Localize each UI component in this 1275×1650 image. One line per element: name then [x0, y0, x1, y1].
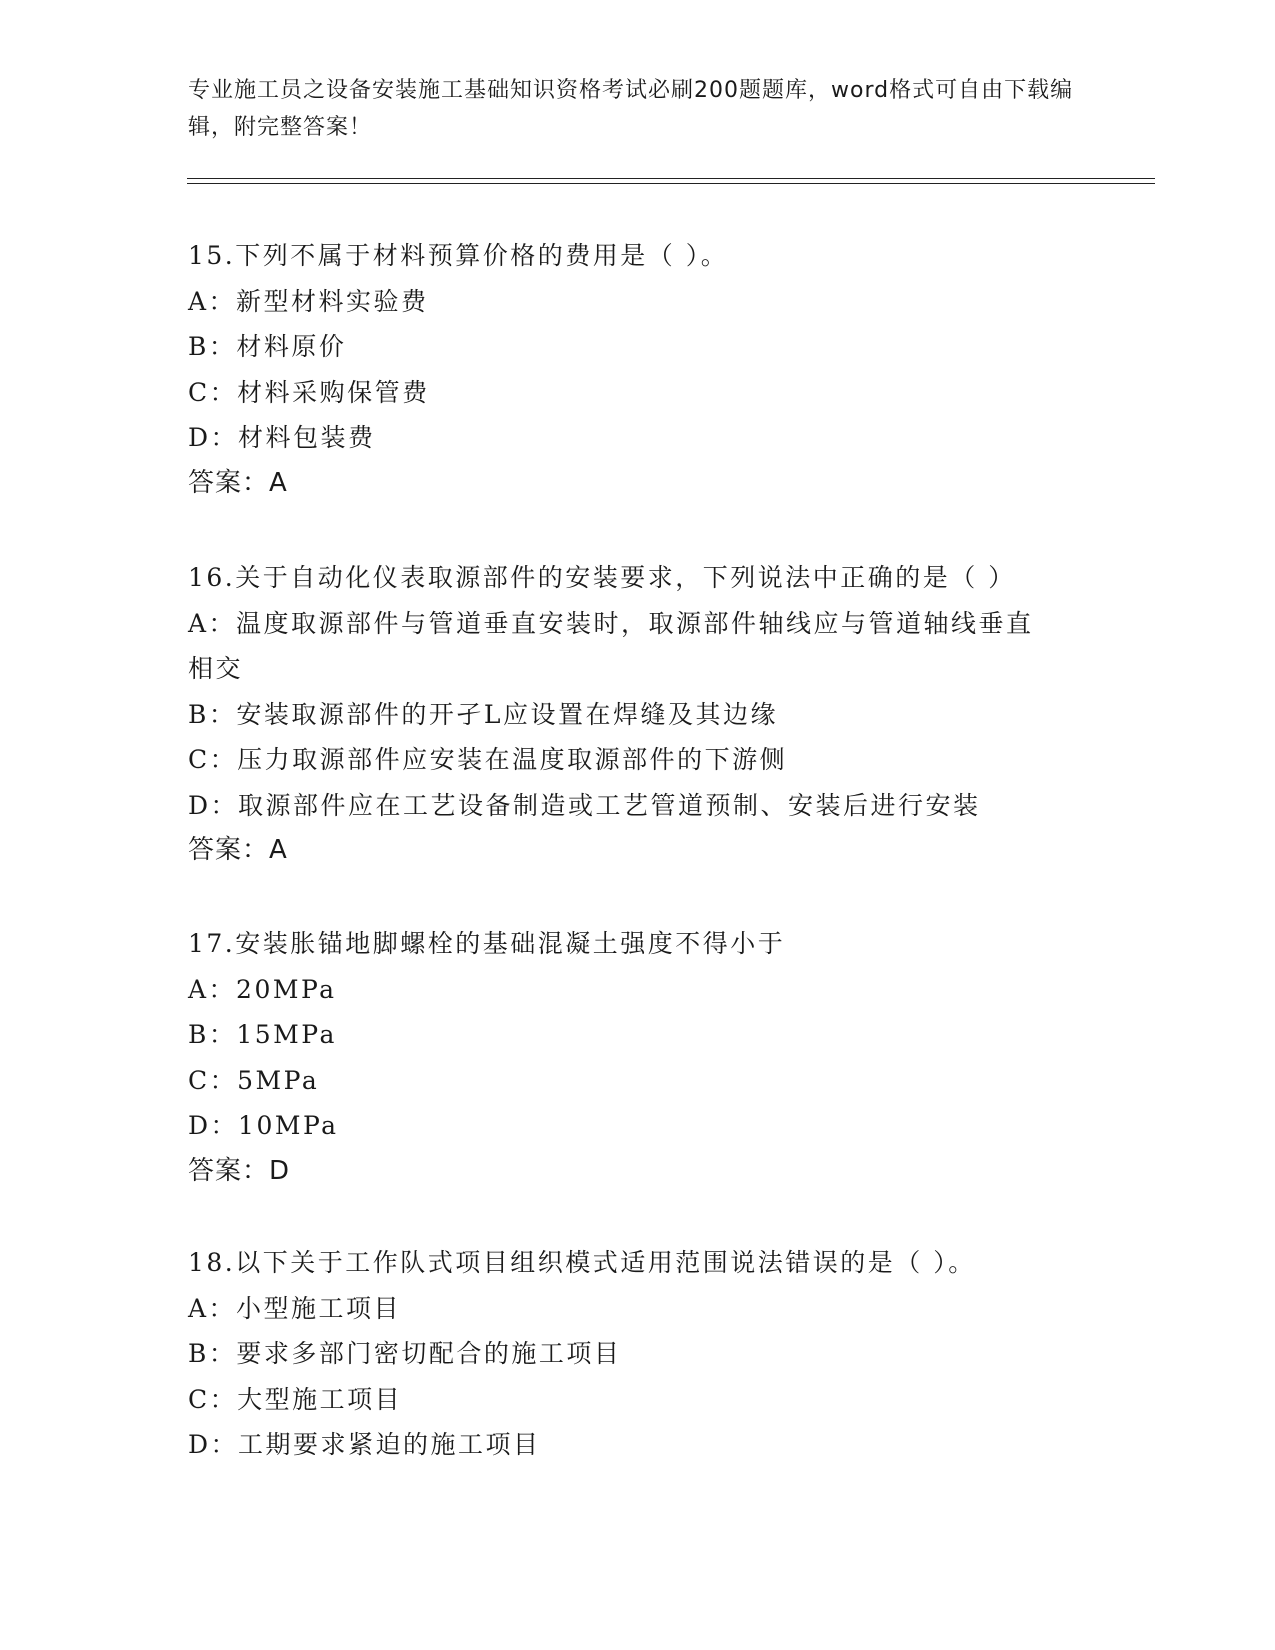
option-c: C：压力取源部件应安装在温度取源部件的下游侧 [188, 745, 788, 774]
option-d: D：工期要求紧迫的施工项目 [188, 1430, 541, 1459]
option-d: D：材料包装费 [188, 423, 376, 452]
question-stem: 18.以下关于工作队式项目组织模式适用范围说法错误的是（ ）。 [188, 1248, 976, 1277]
question-17 [188, 921, 1148, 1194]
option-b: B：15MPa [188, 1020, 337, 1049]
question-18 [188, 1240, 1148, 1468]
answer-label: 答案：D [188, 1155, 291, 1186]
question-15 [188, 233, 1148, 506]
option-b: B：要求多部门密切配合的施工项目 [188, 1339, 622, 1368]
question-stem: 16.关于自动化仪表取源部件的安装要求，下列说法中正确的是（ ） [188, 563, 1016, 592]
document-header: 专业施工员之设备安装施工基础知识资格考试必刷200题题库，word格式可自由下载编辑，附完整答案！ [188, 78, 1074, 140]
option-c: C：大型施工项目 [188, 1384, 403, 1414]
header-divider-top [187, 178, 1155, 179]
option-b: B：安装取源部件的开孑L应设置在焊缝及其边缘 [188, 699, 778, 729]
question-stem: 17.安装胀锚地脚螺栓的基础混凝土强度不得小于 [188, 929, 786, 958]
option-a: A：小型施工项目 [188, 1293, 402, 1323]
answer-label: 答案：A [188, 835, 288, 865]
option-a: A：新型材料实验费 [188, 286, 429, 316]
option-b: B：材料原价 [188, 332, 347, 361]
option-c: C：材料采购保管费 [188, 377, 430, 407]
option-a: A：温度取源部件与管道垂直安装时，取源部件轴线应与管道轴线垂直相交 [188, 608, 1034, 683]
question-16 [188, 555, 1148, 874]
option-c: C：5MPa [188, 1065, 320, 1095]
option-a: A：20MPa [188, 974, 337, 1004]
option-d: D：取源部件应在工艺设备制造或工艺管道预制、安装后进行安装 [188, 790, 981, 820]
header-divider-bottom [187, 183, 1155, 184]
answer-label: 答案：A [188, 467, 288, 498]
question-stem: 15.下列不属于材料预算价格的费用是（ ）。 [188, 241, 729, 270]
option-d: D：10MPa [188, 1111, 339, 1140]
